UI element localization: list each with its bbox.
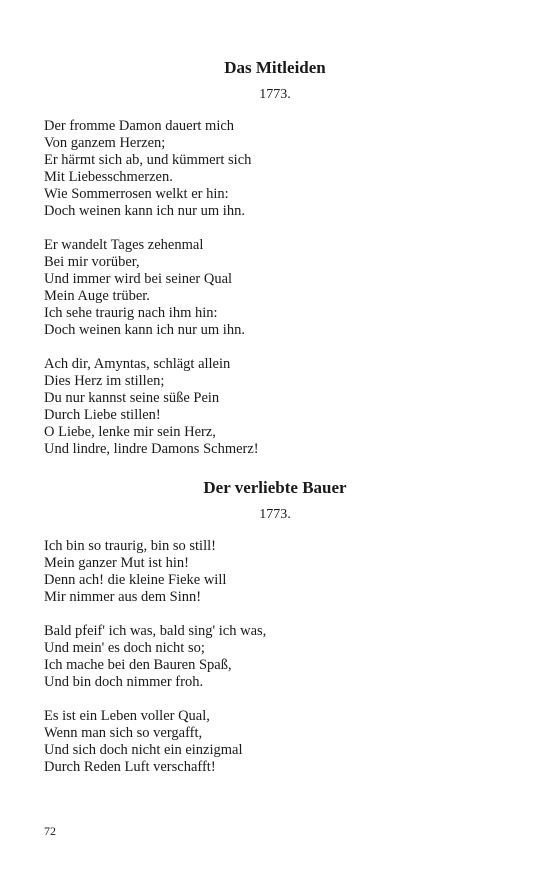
verse-line: Wie Sommerrosen welkt er hin:: [44, 186, 229, 202]
verse-line: Es ist ein Leben voller Qual,: [44, 708, 210, 724]
verse-line: Du nur kannst seine süße Pein: [44, 390, 220, 406]
verse-line: Der fromme Damon dauert mich: [44, 118, 235, 134]
stanza: [44, 623, 474, 691]
verse-line: Doch weinen kann ich nur um ihn.: [44, 203, 245, 219]
verse-line: Ach dir, Amyntas, schlägt allein: [44, 356, 231, 372]
verse-line: Von ganzem Herzen;: [44, 135, 166, 151]
stanza: [44, 356, 474, 458]
verse-line: Doch weinen kann ich nur um ihn.: [44, 322, 245, 338]
stanza: [44, 237, 474, 339]
verse-line: Mein ganzer Mut ist hin!: [44, 555, 189, 571]
poem-year: 1773.: [259, 507, 291, 522]
verse-line: Wenn man sich so vergafft,: [44, 725, 203, 741]
verse-line: Und lindre, lindre Damons Schmerz!: [44, 441, 259, 457]
verse-line: Ich bin so traurig, bin so still!: [44, 538, 216, 554]
verse-line: Bald pfeif' ich was, bald sing' ich was,: [44, 623, 267, 639]
verse-line: Dies Herz im stillen;: [44, 373, 165, 389]
poem-body: [44, 538, 474, 793]
verse-line: O Liebe, lenke mir sein Herz,: [44, 424, 216, 440]
verse-line: Durch Reden Luft verschafft!: [44, 759, 216, 775]
verse-line: Mit Liebesschmerzen.: [44, 169, 173, 185]
poem-title: Der verliebte Bauer: [203, 478, 347, 497]
verse-line: Er wandelt Tages zehenmal: [44, 237, 204, 253]
stanza: [44, 708, 474, 776]
verse-line: Er härmt sich ab, und kümmert sich: [44, 152, 252, 168]
verse-line: Durch Liebe stillen!: [44, 407, 161, 423]
stanza: [44, 118, 474, 220]
poem-year: 1773.: [259, 87, 291, 102]
verse-line: Und bin doch nimmer froh.: [44, 674, 204, 690]
verse-line: Bei mir vorüber,: [44, 254, 140, 270]
poem-title: Das Mitleiden: [224, 58, 326, 77]
verse-line: Und immer wird bei seiner Qual: [44, 271, 233, 287]
verse-line: Mir nimmer aus dem Sinn!: [44, 589, 202, 605]
page-number: 72: [44, 824, 56, 838]
verse-line: Ich mache bei den Bauren Spaß,: [44, 657, 232, 673]
verse-line: Und mein' es doch nicht so;: [44, 640, 205, 656]
verse-line: Und sich doch nicht ein einzigmal: [44, 742, 243, 758]
verse-line: Denn ach! die kleine Fieke will: [44, 572, 227, 588]
poem-body: [44, 118, 474, 475]
verse-line: Mein Auge trüber.: [44, 288, 150, 304]
stanza: [44, 538, 474, 606]
verse-line: Ich sehe traurig nach ihm hin:: [44, 305, 218, 321]
